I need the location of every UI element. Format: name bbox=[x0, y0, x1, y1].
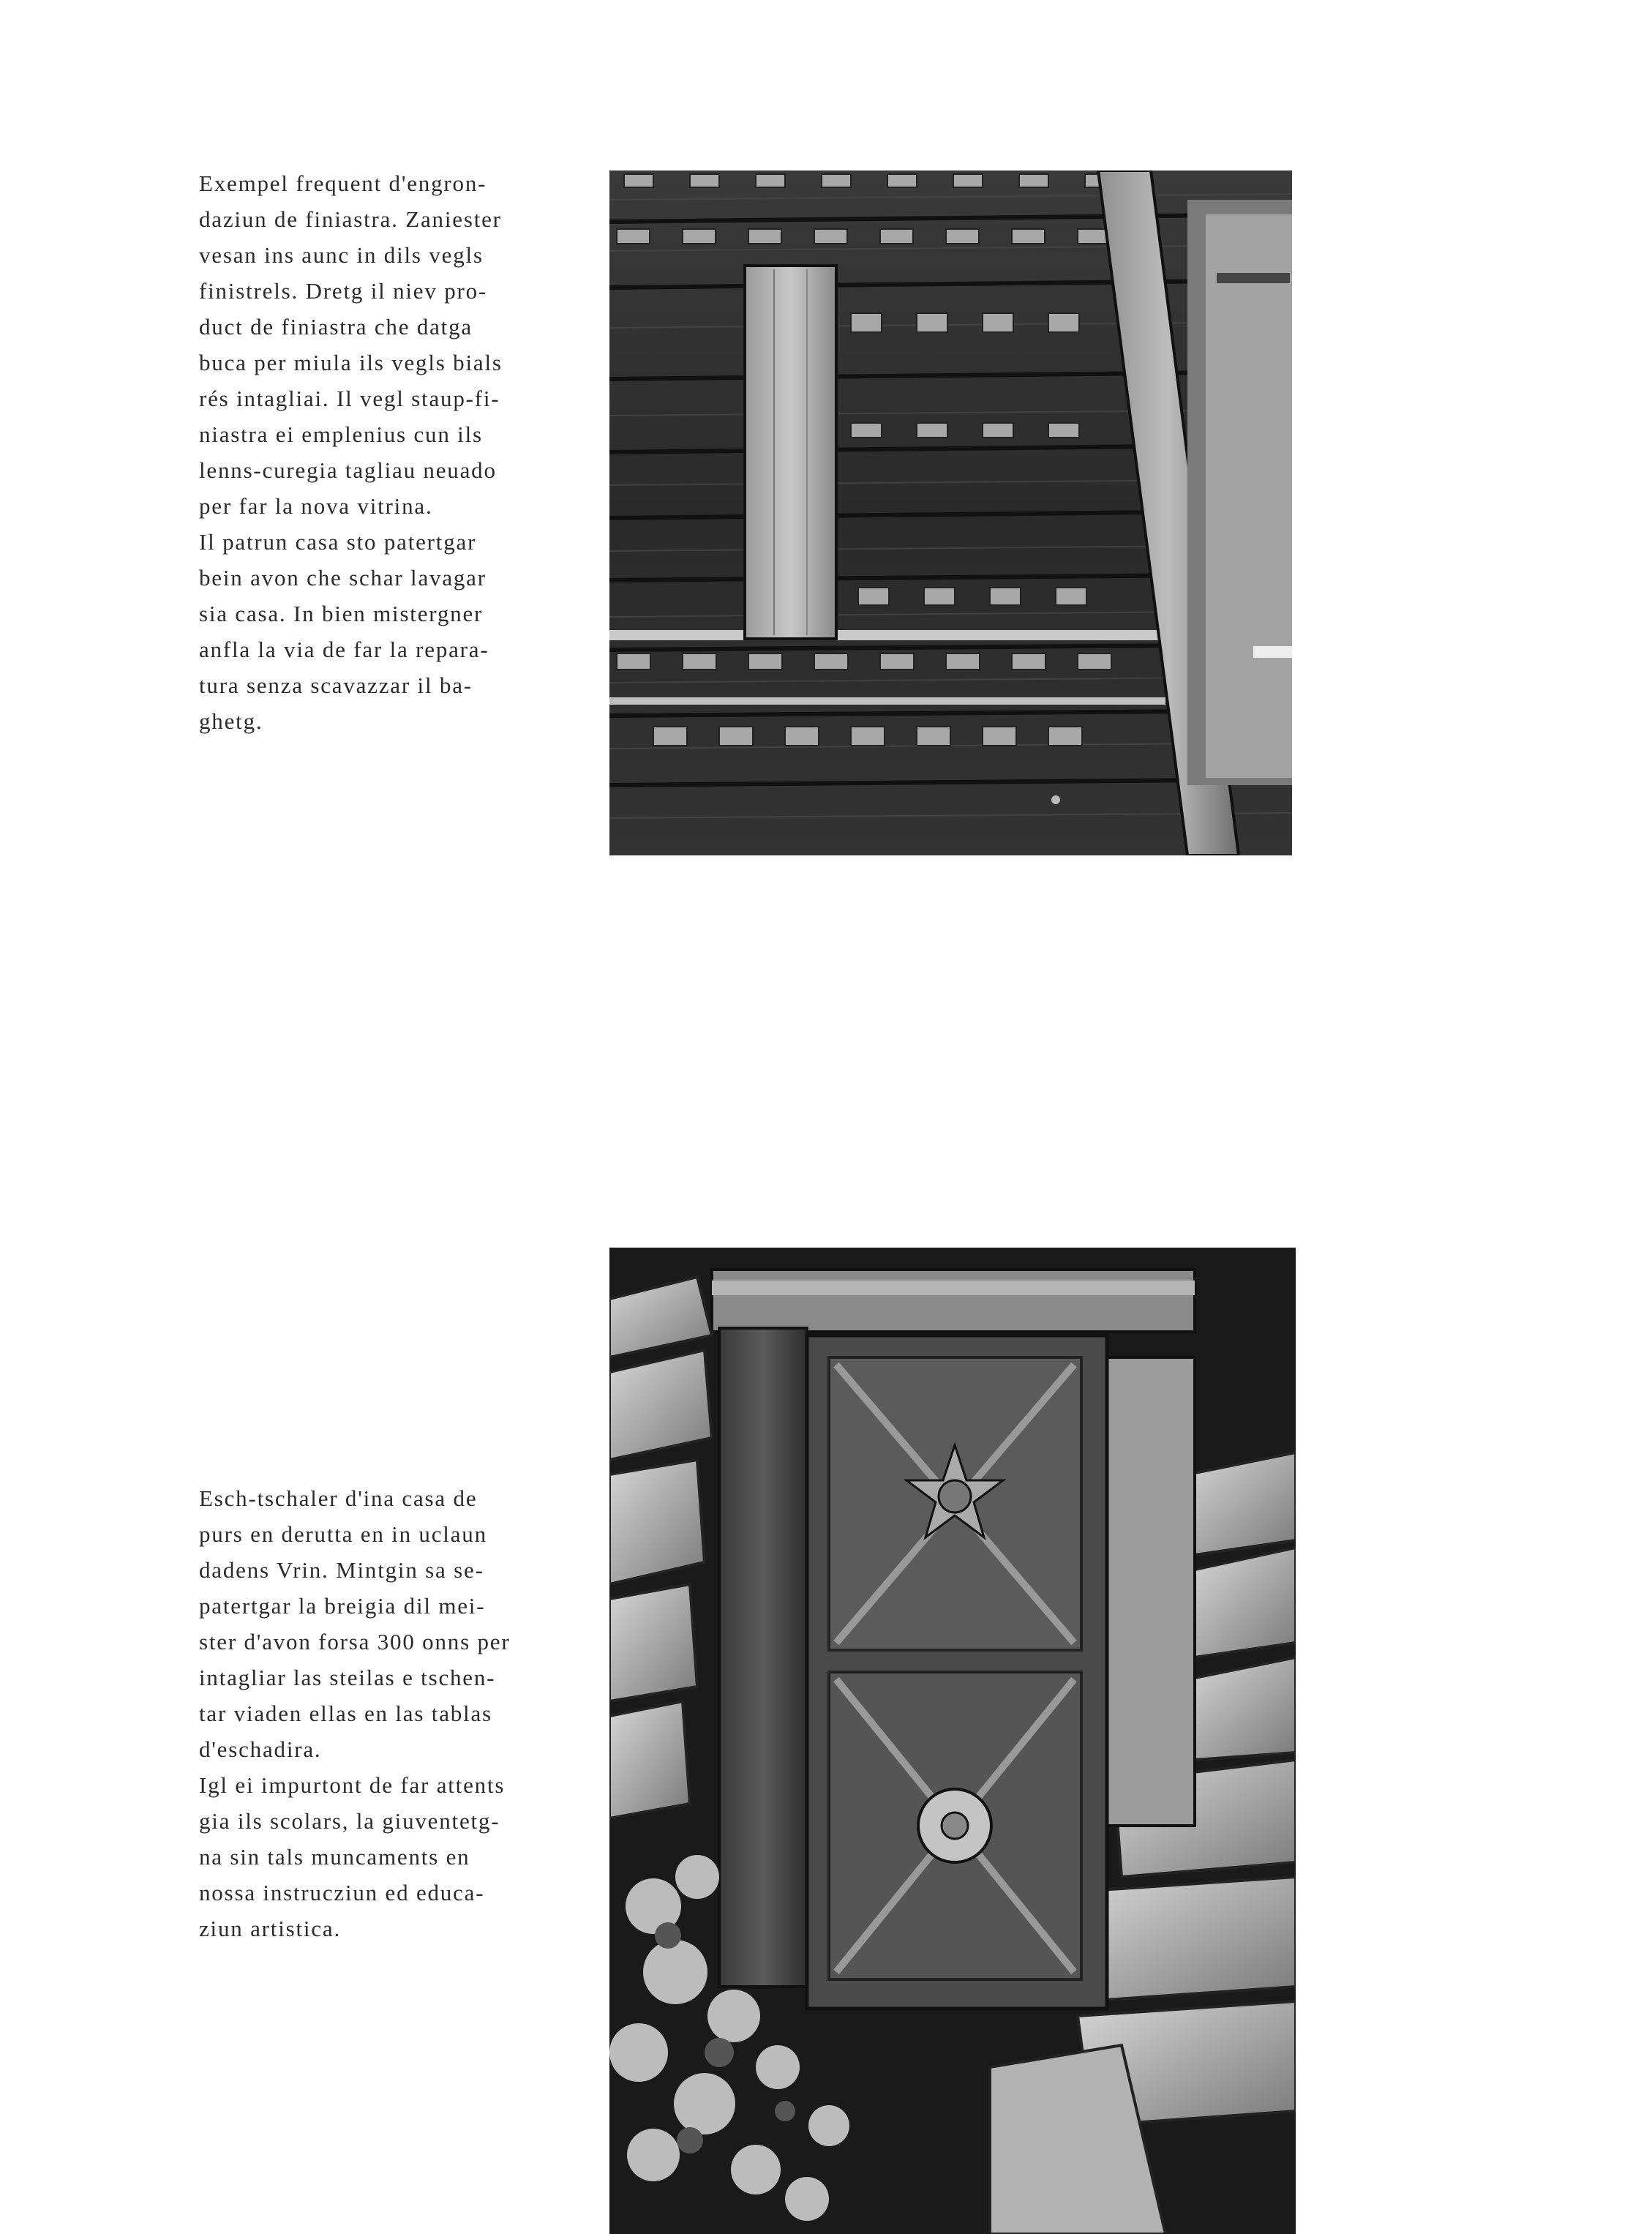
door-photo bbox=[609, 1248, 1296, 2234]
caption-window bbox=[199, 165, 559, 739]
caption-window-text: Exempel frequent d'engron- daziun de finiastra. Zaniester vesan ins aunc in dils vegls finistrels. Dretg il niev pro- duct de finiastra che datga buca per miula ils vegls bials rés intagliai. Il vegl staup-fi- niastra ei emplenius cun ils lenns-curegia tagliau neuado per far la nova vitrina. Il patrun casa sto patertgar bein avon che schar lavagar sia casa. In bien mistergner anfla la via de far la repara- tura senza scavazzar il ba- ghetg. bbox=[199, 170, 503, 734]
caption-door bbox=[199, 1480, 559, 1946]
caption-door-text: Esch-tschaler d'ina casa de purs en derutta en in uclaun dadens Vrin. Mintgin sa se- patertgar la breigia dil mei- ster d'avon forsa 300 onns per intagliar las steilas e tschen- tar viaden ellas en las tablas d'eschadira. Igl ei impurtont de far attents gia ils scolars, la giuventetg- na sin tals muncaments en nossa instrucziun ed educa- ziun artistica. bbox=[199, 1485, 511, 1941]
window-photo-image bbox=[609, 170, 1292, 855]
window-photo bbox=[609, 170, 1292, 855]
door-photo-image bbox=[609, 1248, 1296, 2234]
